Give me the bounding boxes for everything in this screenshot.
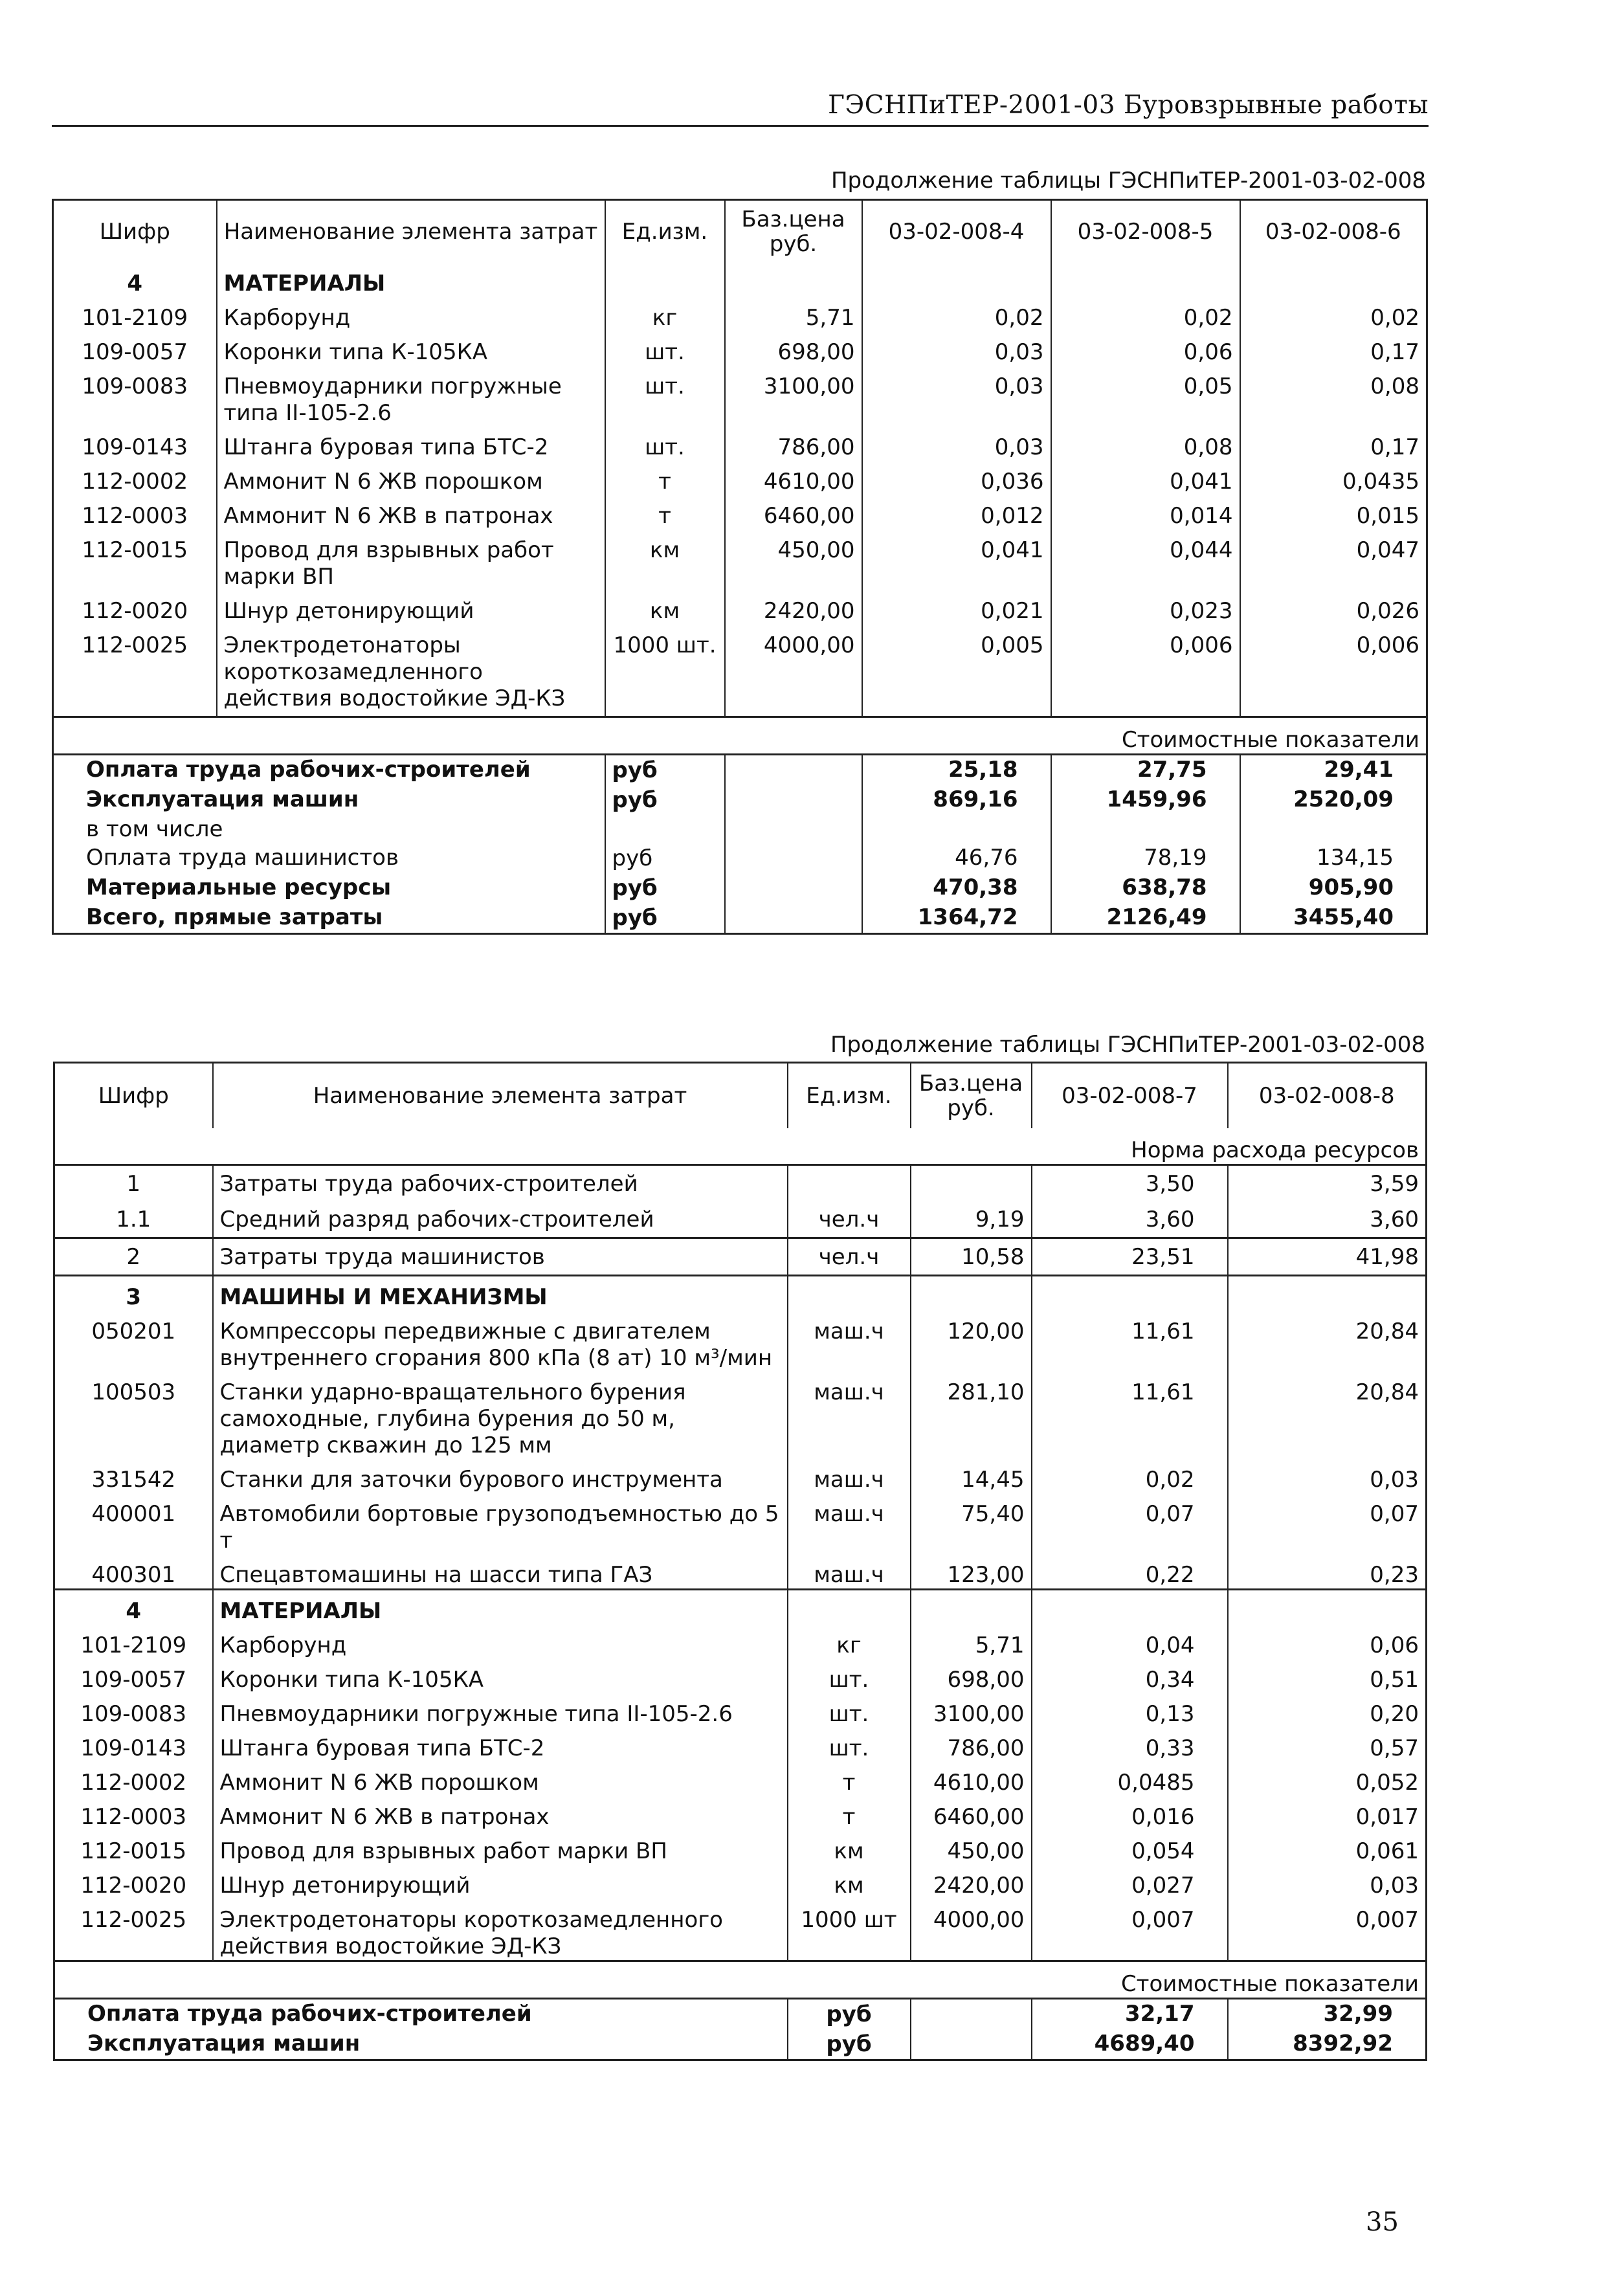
cost-value: 638,78	[1051, 873, 1240, 903]
resource-name: Станки для заточки бурового инструмента	[213, 1459, 788, 1493]
cost-unit: руб	[788, 2029, 911, 2060]
base-price: 120,00	[911, 1311, 1032, 1372]
empty-cell	[862, 263, 1051, 297]
resource-unit: маш.ч	[788, 1372, 911, 1459]
table-row	[53, 495, 1427, 529]
empty-cell	[725, 785, 862, 815]
norm-value: 0,026	[1240, 590, 1427, 625]
cost-row	[53, 755, 1427, 786]
table-row	[53, 297, 1427, 331]
resource-code: 112-0003	[54, 1796, 213, 1831]
resource-code: 112-0015	[53, 529, 217, 590]
table-row	[54, 1865, 1427, 1899]
resource-code: 109-0143	[53, 427, 217, 461]
norm-value: 0,05	[1051, 366, 1240, 427]
col-header-code: Шифр	[54, 1063, 213, 1129]
norm-value: 0,08	[1051, 427, 1240, 461]
cost-name: Материальные ресурсы	[53, 873, 605, 903]
cost-value	[1240, 815, 1427, 843]
resource-code: 050201	[54, 1311, 213, 1372]
cost-value: 25,18	[862, 755, 1051, 786]
table-row	[54, 1201, 1427, 1238]
resource-code: 112-0020	[53, 590, 217, 625]
cost-name: Эксплуатация машин	[54, 2029, 788, 2060]
cost-unit: руб	[605, 755, 725, 786]
cost-row	[54, 2029, 1427, 2060]
table-row	[54, 1311, 1427, 1372]
cost-value: 1459,96	[1051, 785, 1240, 815]
col-header-name: Наименование элемента затрат	[213, 1063, 788, 1129]
cost-row	[53, 873, 1427, 903]
norm-value: 3,60	[1032, 1201, 1228, 1238]
resource-name: Шнур детонирующий	[213, 1865, 788, 1899]
resource-unit: кг	[788, 1625, 911, 1659]
norm-value: 0,023	[1051, 590, 1240, 625]
resource-unit: чел.ч	[788, 1238, 911, 1276]
col-header-code: Шифр	[53, 200, 217, 263]
empty-cell	[725, 873, 862, 903]
empty-cell	[725, 903, 862, 934]
section-code: 3	[54, 1276, 213, 1311]
base-price: 3100,00	[911, 1693, 1032, 1728]
resource-name: Автомобили бортовые грузоподъемностью до 5 т	[213, 1493, 788, 1554]
norm-value: 0,03	[1228, 1459, 1427, 1493]
norm-value: 0,02	[1051, 297, 1240, 331]
cost-name: Оплата труда рабочих-строителей	[54, 1999, 788, 2030]
cost-value	[1051, 815, 1240, 843]
norm-value: 0,57	[1228, 1728, 1427, 1762]
section-title: МАТЕРИАЛЫ	[213, 1590, 788, 1625]
col-header-norm: 03-02-008-8	[1228, 1063, 1427, 1129]
norm-value: 0,061	[1228, 1831, 1427, 1865]
empty-cell	[911, 1276, 1032, 1311]
base-price: 4000,00	[911, 1899, 1032, 1961]
empty-cell	[1228, 1276, 1427, 1311]
resource-name: Аммонит N 6 ЖВ в патронах	[217, 495, 605, 529]
norm-value: 20,84	[1228, 1372, 1427, 1459]
norm-value: 0,07	[1228, 1493, 1427, 1554]
cost-unit: руб	[788, 1999, 911, 2030]
resource-name: Затраты труда машинистов	[213, 1238, 788, 1276]
resource-name: Компрессоры передвижные с двигателем внутреннего сгорания 800 кПа (8 ат) 10 м³/мин	[213, 1311, 788, 1372]
norm-value: 0,22	[1032, 1554, 1228, 1590]
base-price: 6460,00	[911, 1796, 1032, 1831]
norm-label: Норма расхода ресурсов	[54, 1128, 1427, 1165]
resource-name: Аммонит N 6 ЖВ в патронах	[213, 1796, 788, 1831]
cost-value: 2520,09	[1240, 785, 1427, 815]
norm-value: 0,016	[1032, 1796, 1228, 1831]
resource-unit: кг	[605, 297, 725, 331]
resource-unit: т	[605, 495, 725, 529]
norm-value: 0,03	[862, 366, 1051, 427]
page-header	[52, 87, 1429, 127]
norm-value: 0,04	[1032, 1625, 1228, 1659]
cost-row	[54, 1999, 1427, 2030]
base-price: 4610,00	[725, 461, 862, 495]
resource-name: Затраты труда рабочих-строителей	[213, 1165, 788, 1202]
resource-unit: шт.	[788, 1728, 911, 1762]
resource-code: 331542	[54, 1459, 213, 1493]
resource-code: 100503	[54, 1372, 213, 1459]
section-title: МАШИНЫ И МЕХАНИЗМЫ	[213, 1276, 788, 1311]
norm-value: 0,052	[1228, 1762, 1427, 1796]
base-price: 10,58	[911, 1238, 1032, 1276]
base-price: 2420,00	[725, 590, 862, 625]
cost-name: в том числе	[53, 815, 605, 843]
resource-code: 2	[54, 1238, 213, 1276]
resource-name: Спецавтомашины на шасси типа ГАЗ	[213, 1554, 788, 1590]
resource-unit: км	[605, 529, 725, 590]
norm-value: 0,007	[1228, 1899, 1427, 1961]
norm-value: 3,50	[1032, 1165, 1228, 1202]
norm-value: 23,51	[1032, 1238, 1228, 1276]
resource-code: 112-0002	[53, 461, 217, 495]
cost-indicators-label: Стоимостные показатели	[53, 717, 1427, 755]
base-price: 75,40	[911, 1493, 1032, 1554]
base-price: 9,19	[911, 1201, 1032, 1238]
empty-cell	[1032, 1590, 1228, 1625]
section-title: МАТЕРИАЛЫ	[217, 263, 605, 297]
resource-name: Коронки типа К-105КА	[217, 331, 605, 366]
page-number: 35	[1366, 2207, 1399, 2237]
norm-value: 0,03	[1228, 1865, 1427, 1899]
table-row	[53, 461, 1427, 495]
cost-name: Оплата труда рабочих-строителей	[53, 755, 605, 786]
col-header-norm: 03-02-008-6	[1240, 200, 1427, 263]
norm-value: 20,84	[1228, 1311, 1427, 1372]
norm-value: 0,17	[1240, 331, 1427, 366]
resource-name: Аммонит N 6 ЖВ порошком	[217, 461, 605, 495]
norm-value: 0,007	[1032, 1899, 1228, 1961]
resource-name: Пневмоударники погружные типа II-105-2.6	[213, 1693, 788, 1728]
table-row	[54, 1554, 1427, 1590]
resource-code: 112-0003	[53, 495, 217, 529]
resource-name: Штанга буровая типа БТС-2	[217, 427, 605, 461]
cost-name: Оплата труда машинистов	[53, 843, 605, 873]
table-row	[53, 427, 1427, 461]
empty-cell	[1228, 1590, 1427, 1625]
norm-value: 0,041	[862, 529, 1051, 590]
empty-cell	[911, 1590, 1032, 1625]
cost-value: 2126,49	[1051, 903, 1240, 934]
norm-value: 3,60	[1228, 1201, 1427, 1238]
cost-value: 4689,40	[1032, 2029, 1228, 2060]
base-price: 450,00	[725, 529, 862, 590]
cost-value: 46,76	[862, 843, 1051, 873]
resource-code: 109-0083	[53, 366, 217, 427]
resource-unit: 1000 шт	[788, 1899, 911, 1961]
table-row	[54, 1728, 1427, 1762]
resource-name: Средний разряд рабочих-строителей	[213, 1201, 788, 1238]
cost-value: 8392,92	[1228, 2029, 1427, 2060]
norm-value: 0,006	[1240, 625, 1427, 717]
resource-code: 112-0002	[54, 1762, 213, 1796]
cost-row	[53, 843, 1427, 873]
norm-value: 0,33	[1032, 1728, 1228, 1762]
norm-value: 0,06	[1051, 331, 1240, 366]
norm-value: 0,054	[1032, 1831, 1228, 1865]
cost-unit: руб	[605, 873, 725, 903]
norm-value: 0,021	[862, 590, 1051, 625]
section-code: 4	[54, 1590, 213, 1625]
table-row	[54, 1372, 1427, 1459]
norm-value: 0,34	[1032, 1659, 1228, 1693]
norm-value: 0,005	[862, 625, 1051, 717]
norm-value: 0,20	[1228, 1693, 1427, 1728]
table-row	[54, 1693, 1427, 1728]
cost-unit	[605, 815, 725, 843]
norm-value: 0,047	[1240, 529, 1427, 590]
norm-value: 0,036	[862, 461, 1051, 495]
resource-unit: шт.	[788, 1693, 911, 1728]
resource-unit	[788, 1165, 911, 1202]
cost-value: 869,16	[862, 785, 1051, 815]
base-price	[911, 1165, 1032, 1202]
base-price: 3100,00	[725, 366, 862, 427]
norm-value: 41,98	[1228, 1238, 1427, 1276]
cost-value: 29,41	[1240, 755, 1427, 786]
resource-unit: т	[788, 1762, 911, 1796]
base-price: 5,71	[911, 1625, 1032, 1659]
resource-code: 112-0020	[54, 1865, 213, 1899]
table-row	[54, 1796, 1427, 1831]
resource-unit: км	[788, 1831, 911, 1865]
table2-caption: Продолжение таблицы ГЭСНПиТЕР-2001-03-02-008	[830, 1032, 1425, 1058]
norm-value: 0,044	[1051, 529, 1240, 590]
cost-label-row	[53, 717, 1427, 755]
resource-name: Карборунд	[213, 1625, 788, 1659]
norm-value: 0,13	[1032, 1693, 1228, 1728]
col-header-norm: 03-02-008-4	[862, 200, 1051, 263]
table-row	[54, 1165, 1427, 1202]
empty-cell	[725, 815, 862, 843]
resource-unit: чел.ч	[788, 1201, 911, 1238]
header-row	[53, 200, 1427, 263]
empty-cell	[1051, 263, 1240, 297]
cost-name: Всего, прямые затраты	[53, 903, 605, 934]
resource-name: Карборунд	[217, 297, 605, 331]
resource-name: Провод для взрывных работ марки ВП	[217, 529, 605, 590]
resource-code: 112-0025	[53, 625, 217, 717]
cost-value: 32,17	[1032, 1999, 1228, 2030]
base-price: 14,45	[911, 1459, 1032, 1493]
table-row	[54, 1899, 1427, 1961]
base-price: 450,00	[911, 1831, 1032, 1865]
cost-unit: руб	[605, 843, 725, 873]
resource-code: 1	[54, 1165, 213, 1202]
norm-value: 11,61	[1032, 1372, 1228, 1459]
empty-cell	[725, 843, 862, 873]
norm-value: 0,015	[1240, 495, 1427, 529]
resource-code: 109-0057	[54, 1659, 213, 1693]
resource-unit: маш.ч	[788, 1459, 911, 1493]
empty-cell	[725, 263, 862, 297]
cost-value: 1364,72	[862, 903, 1051, 934]
base-price: 4000,00	[725, 625, 862, 717]
base-price: 123,00	[911, 1554, 1032, 1590]
resource-unit: маш.ч	[788, 1311, 911, 1372]
norm-value: 11,61	[1032, 1311, 1228, 1372]
cost-unit: руб	[605, 785, 725, 815]
table-row	[53, 529, 1427, 590]
cost-value	[862, 815, 1051, 843]
section-row	[54, 1276, 1427, 1311]
resource-unit: т	[788, 1796, 911, 1831]
resource-unit: шт.	[605, 366, 725, 427]
norm-value: 0,012	[862, 495, 1051, 529]
cost-row	[53, 815, 1427, 843]
cost-row	[53, 903, 1427, 934]
table-row	[53, 366, 1427, 427]
norm-value: 0,02	[862, 297, 1051, 331]
base-price: 281,10	[911, 1372, 1032, 1459]
resource-code: 400001	[54, 1493, 213, 1554]
empty-cell	[1032, 1276, 1228, 1311]
resource-code: 112-0015	[54, 1831, 213, 1865]
section-row	[54, 1590, 1427, 1625]
resource-name: Аммонит N 6 ЖВ порошком	[213, 1762, 788, 1796]
norm-value: 0,0435	[1240, 461, 1427, 495]
col-header-norm: 03-02-008-5	[1051, 200, 1240, 263]
resource-name: Станки ударно-вращательного бурения самоходные, глубина бурения до 50 м, диаметр скважин до 125 мм	[213, 1372, 788, 1459]
norm-value: 0,041	[1051, 461, 1240, 495]
resource-name: Коронки типа К-105КА	[213, 1659, 788, 1693]
cost-value: 470,38	[862, 873, 1051, 903]
section-code: 4	[53, 263, 217, 297]
norm-value: 0,02	[1240, 297, 1427, 331]
empty-cell	[605, 263, 725, 297]
resource-unit: шт.	[788, 1659, 911, 1693]
cost-value: 134,15	[1240, 843, 1427, 873]
cost-row	[53, 785, 1427, 815]
table-row	[53, 331, 1427, 366]
norm-value: 0,0485	[1032, 1762, 1228, 1796]
section-row	[53, 263, 1427, 297]
resource-code: 101-2109	[53, 297, 217, 331]
resource-unit: маш.ч	[788, 1493, 911, 1554]
resource-code: 101-2109	[54, 1625, 213, 1659]
cost-value: 3455,40	[1240, 903, 1427, 934]
table-row	[54, 1238, 1427, 1276]
resource-code: 400301	[54, 1554, 213, 1590]
empty-cell	[725, 755, 862, 786]
norm-value: 0,23	[1228, 1554, 1427, 1590]
norm-value: 0,006	[1051, 625, 1240, 717]
resource-unit: км	[605, 590, 725, 625]
col-header-unit: Ед.изм.	[788, 1063, 911, 1129]
base-price: 2420,00	[911, 1865, 1032, 1899]
header-title: ГЭСНПиТЕР-2001-03 Буровзрывные работы	[828, 91, 1429, 120]
resource-unit: шт.	[605, 427, 725, 461]
resource-code: 109-0057	[53, 331, 217, 366]
cost-value: 78,19	[1051, 843, 1240, 873]
resource-unit: 1000 шт.	[605, 625, 725, 717]
base-price: 698,00	[911, 1659, 1032, 1693]
resource-code: 109-0143	[54, 1728, 213, 1762]
resource-name: Провод для взрывных работ марки ВП	[213, 1831, 788, 1865]
base-price: 786,00	[725, 427, 862, 461]
table-row	[54, 1659, 1427, 1693]
resource-unit: шт.	[605, 331, 725, 366]
cost-value: 32,99	[1228, 1999, 1427, 2030]
base-price: 786,00	[911, 1728, 1032, 1762]
table-row	[53, 590, 1427, 625]
resource-name: Шнур детонирующий	[217, 590, 605, 625]
resource-name: Электродетонаторы короткозамедленного действия водостойкие ЭД-КЗ	[217, 625, 605, 717]
empty-cell	[911, 1999, 1032, 2030]
table-row	[53, 625, 1427, 717]
norm-value: 0,017	[1228, 1796, 1427, 1831]
base-price: 6460,00	[725, 495, 862, 529]
resource-table-2	[53, 1062, 1427, 2061]
norm-value: 0,06	[1228, 1625, 1427, 1659]
norm-value: 0,08	[1240, 366, 1427, 427]
norm-value: 0,014	[1051, 495, 1240, 529]
col-header-price: Баз.цена руб.	[725, 200, 862, 263]
table-row	[54, 1493, 1427, 1554]
resource-unit: т	[605, 461, 725, 495]
norm-value: 0,02	[1032, 1459, 1228, 1493]
resource-name: Штанга буровая типа БТС-2	[213, 1728, 788, 1762]
norm-value: 0,17	[1240, 427, 1427, 461]
resource-code: 1.1	[54, 1201, 213, 1238]
norm-label-row	[54, 1128, 1427, 1165]
table1-caption: Продолжение таблицы ГЭСНПиТЕР-2001-03-02-008	[830, 168, 1426, 194]
resource-unit: маш.ч	[788, 1554, 911, 1590]
cost-value: 27,75	[1051, 755, 1240, 786]
table-row	[54, 1831, 1427, 1865]
cost-unit: руб	[605, 903, 725, 934]
cost-indicators-label: Стоимостные показатели	[54, 1961, 1427, 1999]
norm-value: 0,027	[1032, 1865, 1228, 1899]
empty-cell	[1240, 263, 1427, 297]
norm-value: 0,51	[1228, 1659, 1427, 1693]
col-header-price: Баз.цена руб.	[911, 1063, 1032, 1129]
cost-name: Эксплуатация машин	[53, 785, 605, 815]
norm-value: 0,07	[1032, 1493, 1228, 1554]
empty-cell	[788, 1276, 911, 1311]
table-row	[54, 1762, 1427, 1796]
col-header-unit: Ед.изм.	[605, 200, 725, 263]
norm-value: 3,59	[1228, 1165, 1427, 1202]
resource-name: Электродетонаторы короткозамедленного действия водостойкие ЭД-КЗ	[213, 1899, 788, 1961]
resource-unit: км	[788, 1865, 911, 1899]
base-price: 698,00	[725, 331, 862, 366]
base-price: 5,71	[725, 297, 862, 331]
resource-name: Пневмоударники погружные типа II-105-2.6	[217, 366, 605, 427]
base-price: 4610,00	[911, 1762, 1032, 1796]
table-row	[54, 1459, 1427, 1493]
norm-value: 0,03	[862, 331, 1051, 366]
empty-cell	[788, 1590, 911, 1625]
col-header-norm: 03-02-008-7	[1032, 1063, 1228, 1129]
col-header-name: Наименование элемента затрат	[217, 200, 605, 263]
table-row	[54, 1625, 1427, 1659]
resource-table-1	[52, 199, 1428, 935]
cost-label-row	[54, 1961, 1427, 1999]
header-row	[54, 1063, 1427, 1129]
resource-code: 109-0083	[54, 1693, 213, 1728]
empty-cell	[911, 2029, 1032, 2060]
norm-value: 0,03	[862, 427, 1051, 461]
cost-value: 905,90	[1240, 873, 1427, 903]
resource-code: 112-0025	[54, 1899, 213, 1961]
